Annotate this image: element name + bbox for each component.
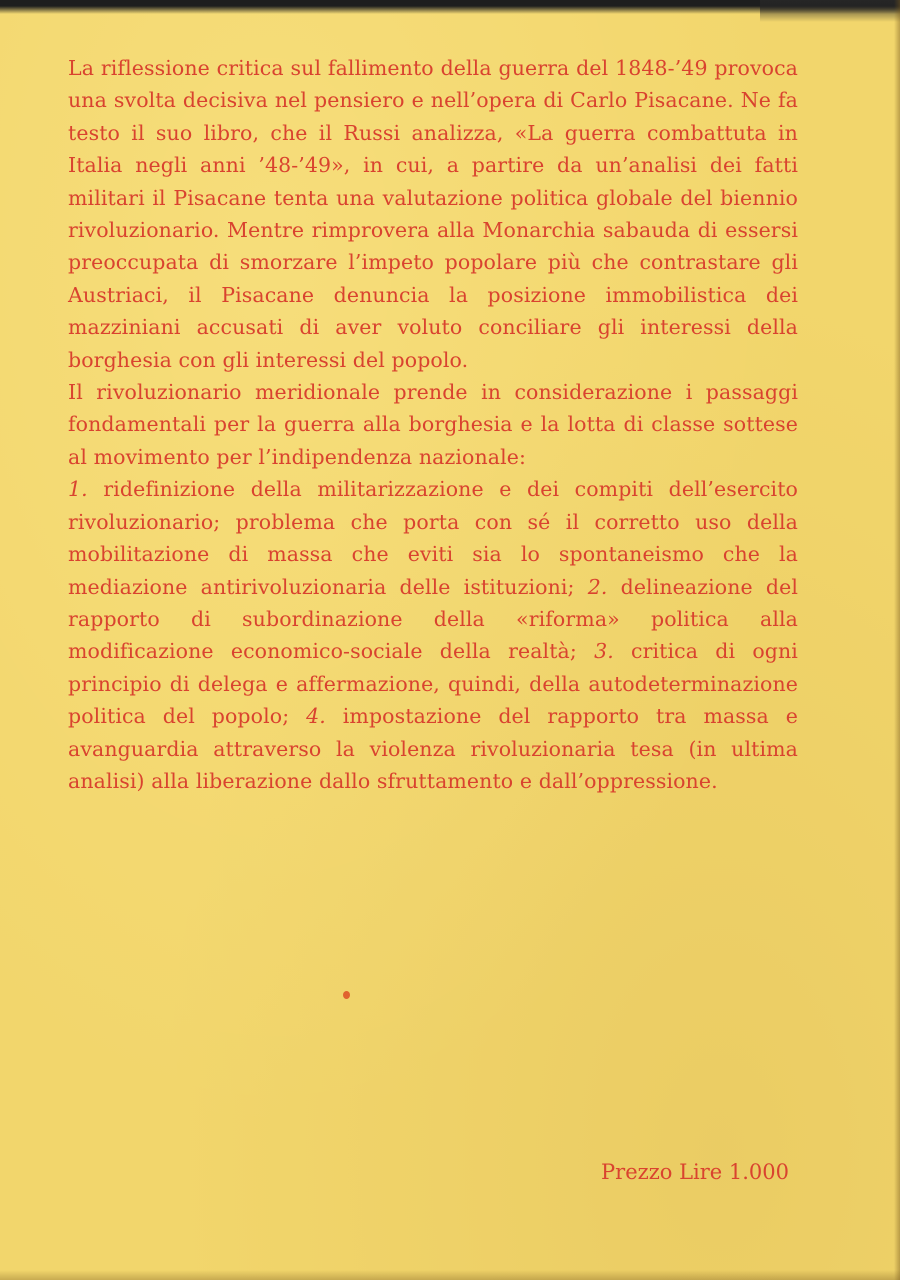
ink-spot [343, 991, 350, 999]
right-shadow-edge [894, 0, 900, 1280]
point-4-text: impostazione del rapporto tra massa e avanguardia attraverso la violenza rivoluzionaria tesa (in ultima analisi) alla liberazione dallo sfruttamento e dall’oppressione. [68, 704, 798, 793]
blurb-text [68, 52, 798, 797]
point-1-number: 1. [68, 477, 88, 502]
point-3-text: critica di ogni principio di delega e affermazione, quindi, della autodeterminazione politica del popolo; [68, 639, 798, 729]
point-2-text: delineazione del rapporto di subordinazione della «riforma» politica alla modificazione economico-sociale della realtà; [68, 574, 798, 664]
price-label: Prezzo Lire 1.000 [601, 1160, 789, 1184]
blurb-paragraph-2 [68, 376, 798, 797]
blurb-paragraph-1: La riflessione critica sul fallimento della guerra del 1848-’49 provoca una svolta decisiva nel pensiero e nell’opera di Carlo Pisacane. Ne fa testo il suo libro, che il Russi analizza, «La guerra combattuta in Italia negli anni ’48-’49», in cui, a partire da un’analisi dei fatti militari il Pisacane tenta una valutazione politica globale del biennio rivoluzionario. Mentre rimprovera alla Monarchia sabauda di essersi preoccupata di smorzare l’impeto popolare più che contrastare gli Austriaci, il Pisacane denuncia la posizione immobilistica dei mazziniani accusati di aver voluto conciliare gli interessi della borghesia con gli interessi del popolo. [68, 56, 798, 372]
point-2-number: 2. [587, 574, 608, 599]
point-1-text: ridefinizione della militarizzazione e dei compiti dell’esercito rivoluzionario; problema che porta con sé il corretto uso della mobilitazione di massa che eviti sia lo spontaneismo che la mediazione antirivoluzionaria delle istituzioni; [68, 477, 798, 599]
bottom-shadow-edge [0, 1270, 900, 1280]
paragraph-2-intro: Il rivoluzionario meridionale prende in considerazione i passaggi fondamentali per la guerra alla borghesia e la lotta di classe sottese al movimento per l’indipendenza nazionale: [68, 380, 798, 469]
point-4-number: 4. [306, 704, 326, 729]
top-right-shadow [760, 0, 900, 22]
point-3-number: 3. [594, 639, 614, 664]
